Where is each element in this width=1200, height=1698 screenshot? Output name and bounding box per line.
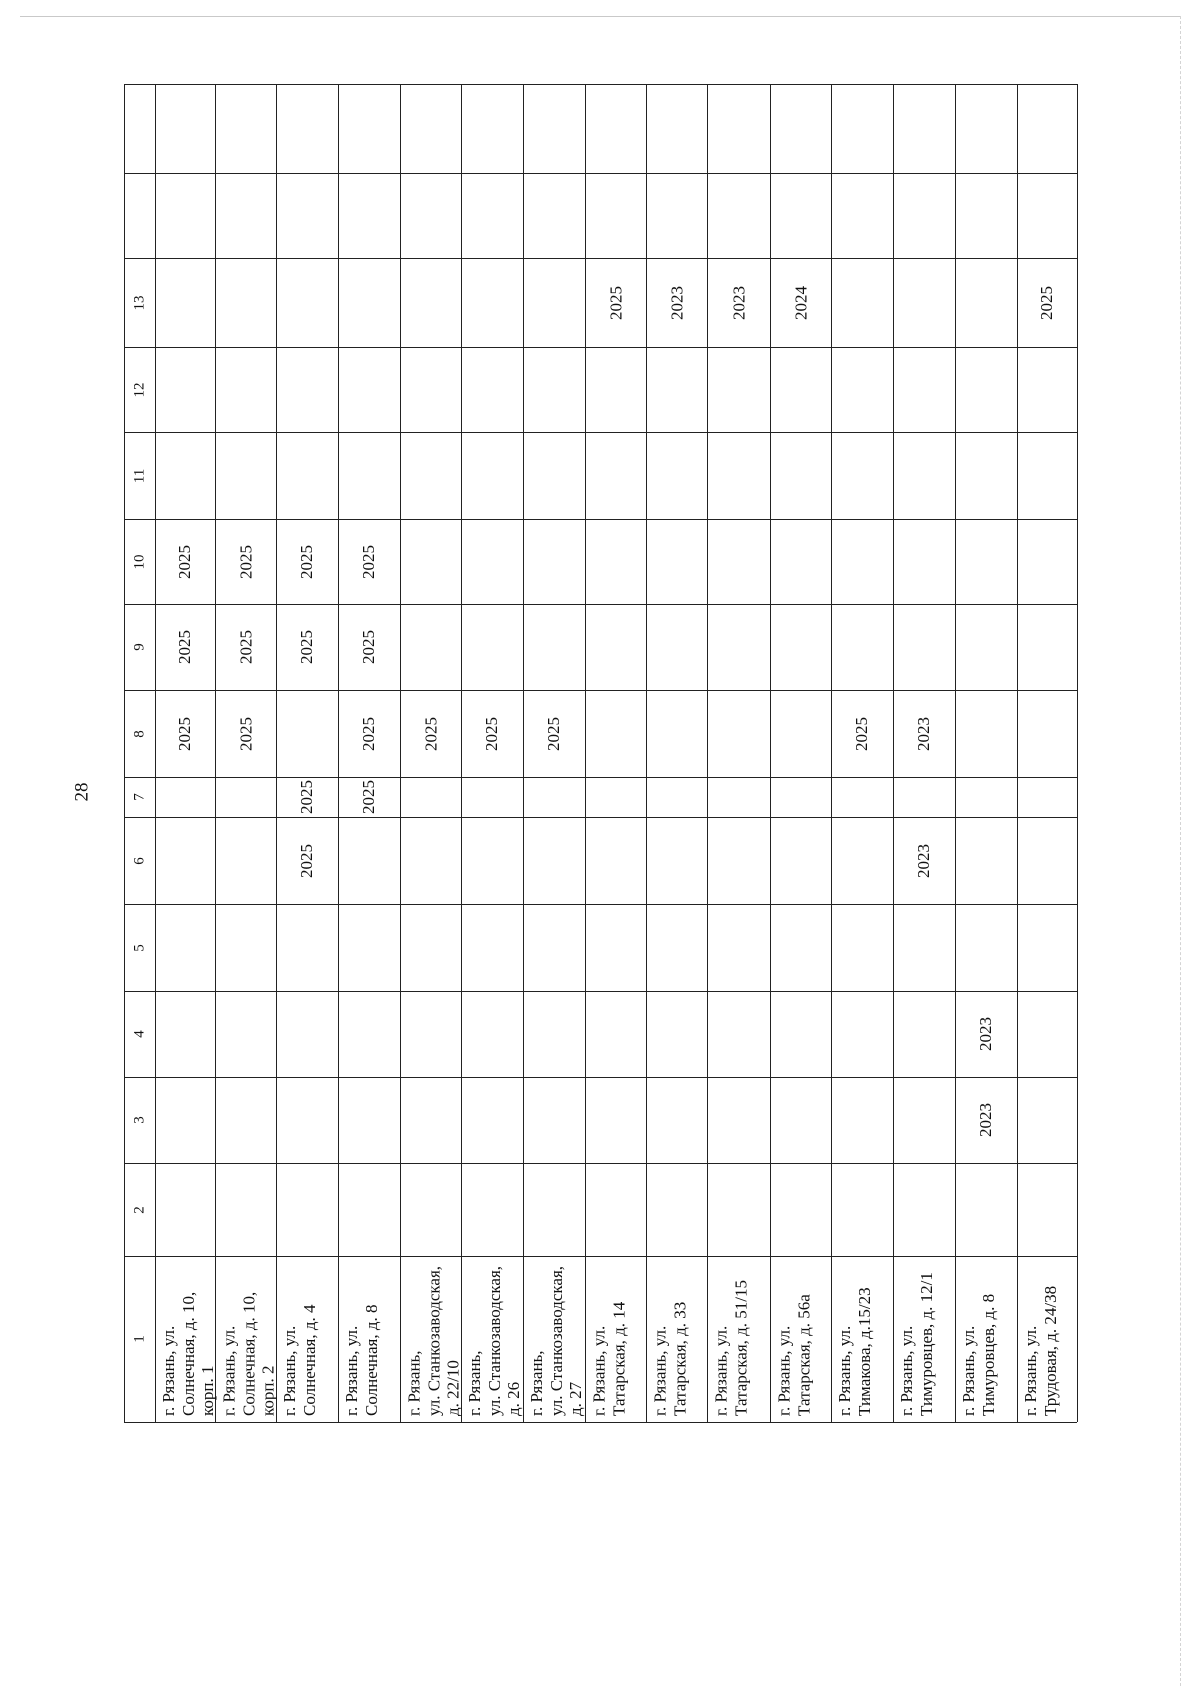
year-cell: 2025 xyxy=(852,716,872,751)
column-header-12: 12 xyxy=(130,382,147,397)
year-cell: 2025 xyxy=(175,630,195,664)
table-row-rule xyxy=(124,432,1077,433)
address-cell: г. Рязань, ул. Татарская, д. 56а xyxy=(774,1294,813,1416)
address-cell: г. Рязань, ул. Станкозаводская, д. 27 xyxy=(527,1265,586,1416)
year-cell: 2023 xyxy=(728,285,748,320)
address-cell: г. Рязань, ул. Татарская, д. 33 xyxy=(650,1301,689,1416)
year-cell: 2025 xyxy=(359,544,379,579)
table-row-rule xyxy=(124,173,1077,174)
column-header-11: 11 xyxy=(130,468,147,483)
table-row-rule xyxy=(124,1163,1077,1164)
address-cell: г. Рязань, ул. Трудовая, д. 24/38 xyxy=(1021,1285,1060,1416)
address-cell: г. Рязань, ул. Солнечная, д. 4 xyxy=(280,1304,319,1416)
scan-edge-right xyxy=(1180,16,1181,1686)
year-cell: 2025 xyxy=(175,716,195,751)
page-number: 28 xyxy=(71,782,93,802)
column-header-4: 4 xyxy=(130,1030,147,1038)
year-cell: 2025 xyxy=(297,544,317,579)
year-cell: 2025 xyxy=(359,630,379,664)
table-row-rule xyxy=(124,84,1077,85)
year-cell: 2025 xyxy=(544,716,564,751)
year-cell: 2023 xyxy=(666,285,686,320)
year-cell: 2025 xyxy=(235,544,255,579)
address-cell: г. Рязань, ул. Солнечная, д. 10, корп. 2 xyxy=(219,1291,278,1416)
year-cell: 2025 xyxy=(1037,285,1057,320)
table-row-rule xyxy=(124,1422,1077,1423)
year-cell: 2025 xyxy=(297,780,317,814)
table-row-rule xyxy=(124,991,1077,992)
address-cell: г. Рязань, ул. Солнечная, д. 10, корп. 1 xyxy=(159,1291,218,1416)
address-cell: г. Рязань, ул. Татарская, д. 14 xyxy=(589,1301,628,1416)
year-cell: 2025 xyxy=(297,843,317,878)
year-cell: 2023 xyxy=(976,1017,996,1051)
year-cell: 2023 xyxy=(914,843,934,878)
column-header-10: 10 xyxy=(130,554,147,569)
year-cell: 2025 xyxy=(482,716,502,751)
column-header-5: 5 xyxy=(130,943,147,952)
year-cell: 2025 xyxy=(420,716,440,751)
year-cell: 2025 xyxy=(235,716,255,751)
year-cell: 2025 xyxy=(175,544,195,579)
address-cell: г. Рязань, ул. Станкозаводская, д. 26 xyxy=(465,1265,524,1416)
scan-edge-top xyxy=(20,16,1180,17)
column-header-9: 9 xyxy=(130,643,147,651)
address-cell: г. Рязань, ул. Тимуровцев, д. 8 xyxy=(959,1293,998,1416)
column-header-8: 8 xyxy=(130,729,147,738)
column-header-6: 6 xyxy=(130,856,147,865)
address-cell: г. Рязань, ул. Тимакова, д.15/23 xyxy=(835,1287,874,1416)
column-header-13: 13 xyxy=(130,295,147,310)
address-cell: г. Рязань, ул. Тимуровцев, д. 12/1 xyxy=(897,1272,936,1416)
year-cell: 2025 xyxy=(235,630,255,664)
table-column-rule xyxy=(955,84,956,1422)
column-header-1: 1 xyxy=(130,1335,147,1343)
year-cell: 2024 xyxy=(790,285,810,320)
address-cell: г. Рязань, ул. Солнечная, д. 8 xyxy=(342,1304,381,1416)
year-cell: 2023 xyxy=(914,716,934,751)
year-cell: 2025 xyxy=(359,780,379,814)
column-header-2: 2 xyxy=(130,1205,147,1214)
year-cell: 2023 xyxy=(976,1103,996,1137)
table-row-rule xyxy=(124,1077,1077,1078)
address-cell: г. Рязань, ул. Станкозаводская, д. 22/10 xyxy=(404,1265,463,1416)
year-cell: 2025 xyxy=(297,630,317,664)
column-header-3: 3 xyxy=(130,1116,147,1124)
year-cell: 2025 xyxy=(605,285,625,320)
address-cell: г. Рязань, ул. Татарская, д. 51/15 xyxy=(711,1279,750,1416)
column-header-7: 7 xyxy=(130,793,147,801)
year-cell: 2025 xyxy=(359,716,379,751)
table-column-rule xyxy=(1077,84,1078,1422)
